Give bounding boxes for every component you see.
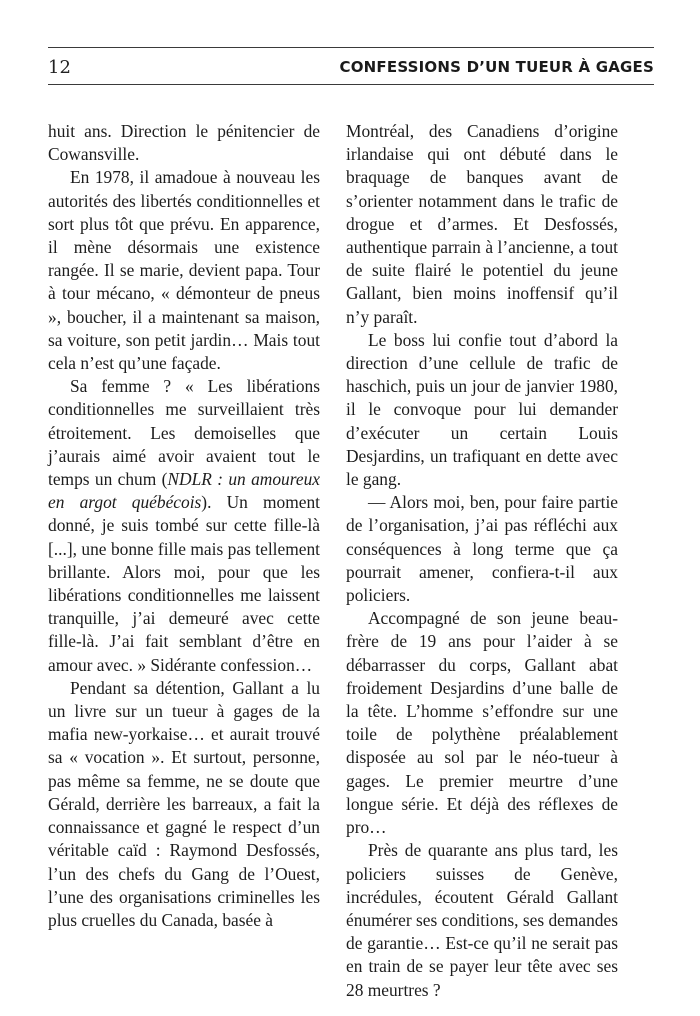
paragraph: Près de quarante ans plus tard, les policiers suisses de Genève, incrédules, écoutent Gérald Gallant énumérer ses conditions, ses demandes de garantie… Est-ce qu’il ne serait pas en train de se payer leur tête avec ses 28 meurtres ? [346,840,618,1000]
paragraph-text: Sa femme ? « Les libérations conditionnelles me surveillaient très étroitement. Les demoiselles que j’aurais aimé avoir avaient tout le temps un chum ( [48,376,320,490]
header-rule [48,47,654,48]
paragraph: Montréal, des Canadiens d’origine irlandaise qui ont débuté dans le braquage de banques avant de s’orienter notamment dans le trafic de drogue et d’armes. Et Desfossés, authentique parrain à l’ancienne, a tout de suite flairé le potentiel du jeune Gallant, bien moins inoffensif qu’il n’y paraît. [346,121,618,327]
paragraph: Accompagné de son jeune beau-frère de 19 ans pour l’aider à se débarrasser du corps, Gallant abat froidement Desjardins d’une balle de la tête. L’homme s’effondre sur une toile de polythène préalablement disposée au sol par le néo-tueur à gages. Le premier meurtre d’une longue série. Et déjà des réflexes de pro… [346,608,618,838]
right-column [346,120,618,1002]
paragraph: Pendant sa détention, Gallant a lu un livre sur un tueur à gages de la mafia new-yorkaise… et aurait trouvé sa « vocation ». Et surtout, personne, pas même sa femme, ne se doute que Gérald, derrière les barreaux, a fait la connaissance et gagné le respect d’un véritable caïd : Raymond Desfossés, l’un des chefs du Gang de l’Ouest, l’une des organisations criminelles les plus cruelles du Canada, basée à [48,677,320,930]
paragraph: En 1978, il amadoue à nouveau les autorités des libertés conditionnelles et sort plus tôt que prévu. En apparence, il mène désormais une existence rangée. Il se marie, devient papa. Tour à tour mécano, « démonteur de pneus », boucher, il a maintenant sa maison, sa voiture, son petit jardin… Mais tout cela n’est qu’une façade. [48,167,320,374]
running-title: CONFESSIONS D’UN TUEUR À GAGES [339,58,654,76]
left-column [48,120,320,932]
paragraph: Le boss lui confie tout d’abord la direction d’une cellule de trafic de haschich, puis un jour de janvier 1980, il le convoque pour lui demander d’exécuter un certain Louis Desjardins, un trafiquant en dette avec le gang. [346,329,618,490]
header-underline [48,84,654,85]
paragraph: — Alors moi, ben, pour faire partie de l’organisation, j’ai pas réfléchi aux conséquences à long terme que ça pourrait amener, confiera-t-il aux policiers. [346,492,618,606]
paragraph-text: ). Un moment donné, je suis tombé sur cette fille-là [...], une bonne fille mais pas tellement brillante. Alors moi, pour que les libérations conditionnelles me laissent tranquille, j’ai demeuré avec cette fille-là. J’ai fait semblant d’être en amour avec. » Sidérante confession… [48,492,320,675]
editor-note: NDLR : un amoureux en argot québécois [48,469,321,513]
paragraph [48,375,320,677]
page-header [48,56,654,84]
page-number: 12 [48,57,71,78]
paragraph: huit ans. Direction le pénitencier de Cowansville. [48,121,320,165]
